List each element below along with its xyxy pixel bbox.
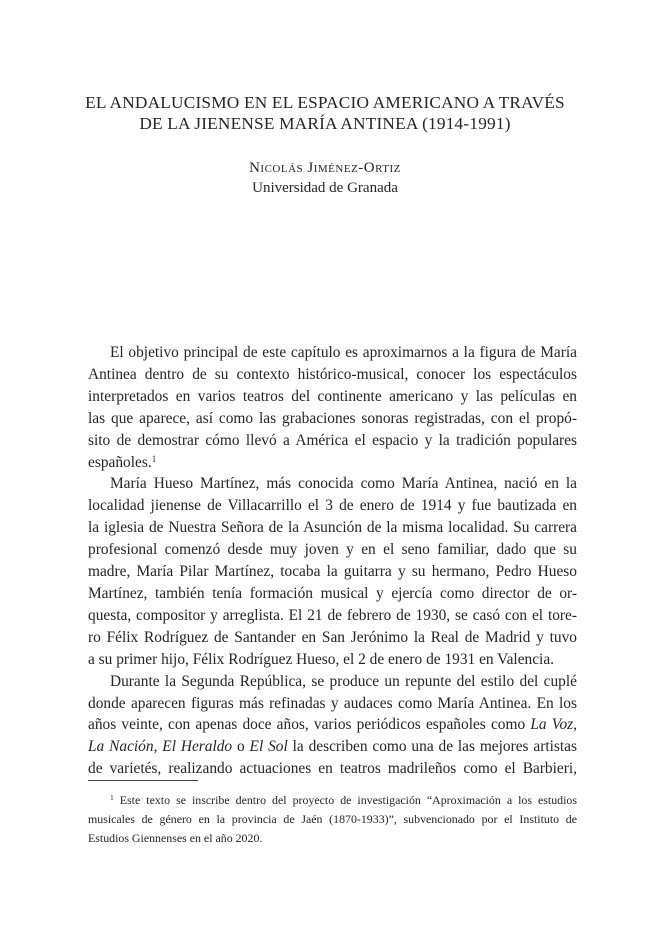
body-line: María Hueso Martínez, más conocida como María Antinea, nació en la [110,475,577,493]
footnote-line: musicales de género en la provincia de Jaén (1870-1933)”, subvencionado por el Instituto de [88,812,577,826]
newspaper-title: El Sol [249,738,288,756]
title-line-1: EL ANDALUCISMO EN EL ESPACIO AMERICANO A TRAVÉS [85,93,565,112]
body-line: donde aparecen figuras más refinadas y audaces como María Antinea. En los [88,694,577,712]
body-line: ro Félix Rodríguez de Santander en San Jerónimo la Real de Madrid y tuvo [88,628,577,646]
body-line: madre, María Pilar Martínez, tocaba la guitarra y su hermano, Pedro Hueso [88,563,577,581]
body-line: localidad jienense de Villacarrillo el 3 de enero de 1914 y fue bautizada en [88,497,577,515]
footnote-line: $^1$ Este texto se inscribe dentro del proyecto de investigación “Aproximación a los estudios [110,793,577,807]
newspaper-title: La Nación [88,738,154,756]
chapter-title [60,92,590,134]
body-line-text: años veinte, con apenas doce años, varios periódicos españoles como [88,716,526,734]
body-line: El objetivo principal de este capítulo es aproximarnos a la figura de María [110,344,577,361]
footnote-marker: 1 [110,793,114,802]
body-line: Martínez, también tenía formación musical y ejercía como director de or- [88,584,577,602]
body-line: años veinte, con apenas doce años, varios periódicos españoles como La Voz, [88,716,577,734]
author-name: Nicolás Jiménez-Ortiz [249,160,401,176]
body-line: Antinea dentro de su contexto histórico-musical, conocer los espectáculos [88,365,577,383]
body-line: questa, compositor y arreglista. El 21 de febrero de 1930, se casó con el tore- [88,606,577,624]
body-line: la iglesia de Nuestra Señora de la Asunción de la misma localidad. Su carrera [88,519,577,537]
body-line [88,452,577,474]
footnote [88,791,577,848]
body-line: La Nación, El Heraldo o El Sol la describen como una de las mejores artistas [88,738,577,756]
footnote-divider [88,780,198,781]
body-line: interpretados en varios teatros del continente americano y las películas en [88,387,577,405]
body-line: Durante la Segunda República, se produce un repunte del estilo del cuplé [110,672,577,690]
body-line: a su primer hijo, Félix Rodríguez Hueso, el 2 de enero de 1931 en Valencia. [88,650,555,668]
body-text [88,342,577,780]
newspaper-title: El Heraldo [162,738,233,756]
footnote-line: Estudios Giennenses en el año 2020. [88,831,263,845]
body-line: de varietés, realizando actuaciones en teatros madrileños como el Barbieri, [88,760,577,778]
newspaper-title: La Voz [530,716,574,734]
title-line-2: DE LA JIENENSE MARÍA ANTINEA (1914-1991) [139,114,511,133]
footnote-ref[interactable]: 1 [151,453,157,464]
author-affiliation: Universidad de Granada [252,180,398,196]
body-line: sito de demostrar cómo llevó a América el espacio y la tradición populares [88,431,577,449]
body-line: las que aparece, así como las grabaciones sonoras registradas, con el propó- [88,409,577,427]
body-line: profesional comenzó desde muy joven y en el seno familiar, dado que su [88,541,577,559]
body-line-text: españoles. [88,453,152,471]
body-line-text: la describen como una de las mejores artistas [292,738,577,756]
